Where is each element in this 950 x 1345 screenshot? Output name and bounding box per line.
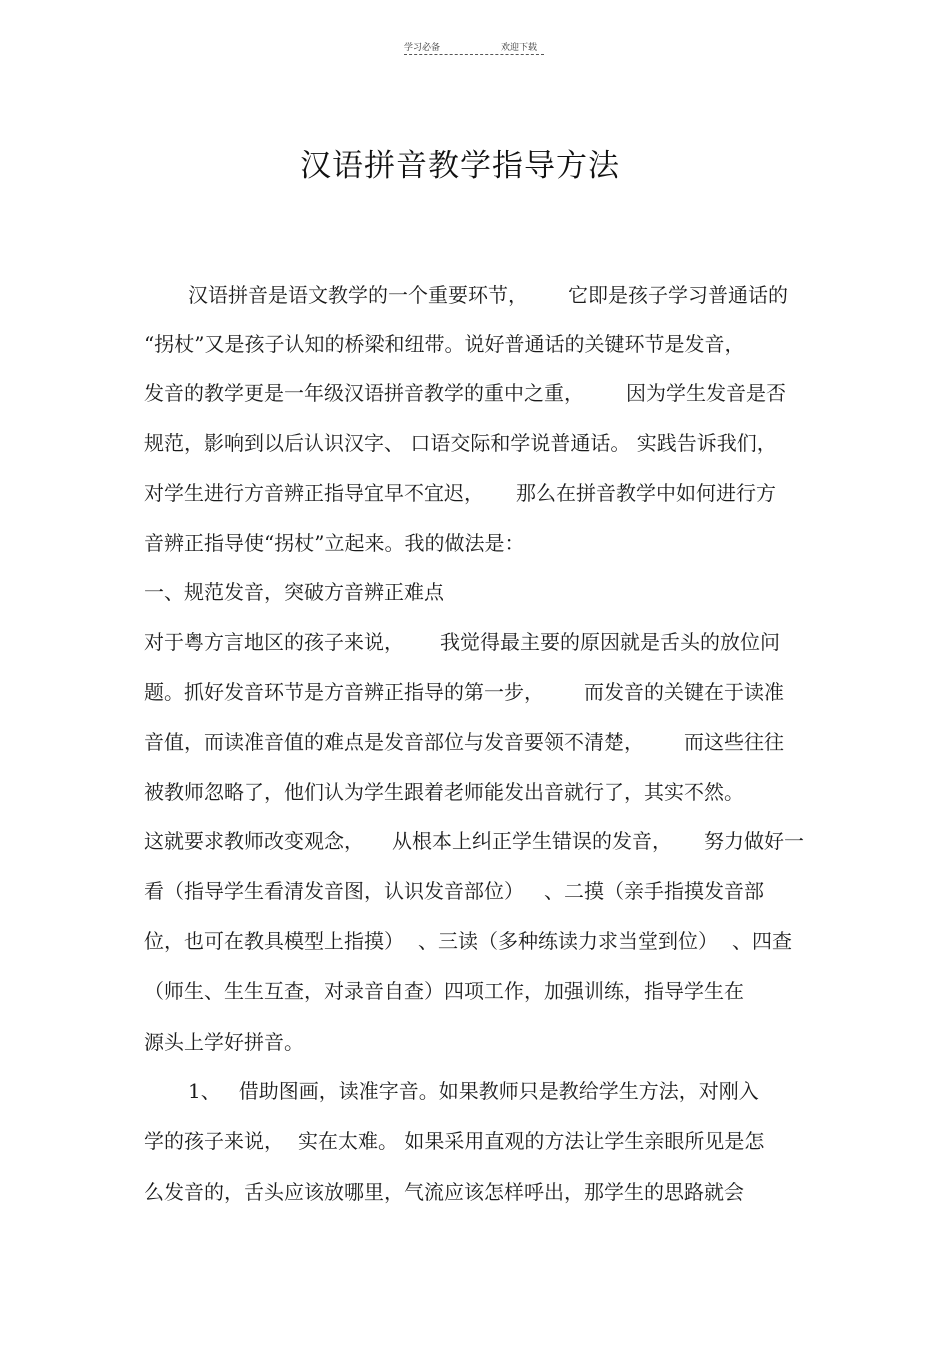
text-line: 音辨正指导使“拐杖”立起来。我的做法是： xyxy=(144,531,525,555)
text-line: 题。抓好发音环节是方音辨正指导的第一步， 而发音的关键在于读准 xyxy=(144,680,784,704)
text-line: 汉语拼音是语文教学的一个重要环节， 它即是孩子学习普通话的 xyxy=(188,283,788,307)
text-line: 这就要求教师改变观念， 从根本上纠正学生错误的发音， 努力做好一 xyxy=(144,829,804,853)
text-line: 音值，而读准音值的难点是发音部位与发音要领不清楚， 而这些往往 xyxy=(144,730,784,754)
text-line: 么发音的，舌头应该放哪里，气流应该怎样呼出，那学生的思路就会 xyxy=(144,1180,744,1204)
header-right-text: 欢迎下载 xyxy=(501,43,538,53)
text-line: 发音的教学更是一年级汉语拼音教学的重中之重， 因为学生发音是否 xyxy=(144,381,786,405)
text-line: （师生、生生互查，对录音自查）四项工作，加强训练，指导学生在 xyxy=(144,979,744,1003)
header-dashed-rule xyxy=(404,54,544,55)
page-header xyxy=(404,38,544,56)
text-line: 看（指导学生看清发音图，认识发音部位） 、二摸（亲手指摸发音部 xyxy=(144,879,764,903)
text-line: 源头上学好拼音。 xyxy=(144,1030,304,1054)
text-line: 1、 借助图画，读准字音。如果教师只是教给学生方法，对刚入 xyxy=(188,1079,759,1103)
text-line: 被教师忽略了，他们认为学生跟着老师能发出音就行了，其实不然。 xyxy=(144,780,744,804)
document-title: 汉语拼音教学指导方法 xyxy=(300,148,620,184)
text-line: 对学生进行方音辨正指导宜早不宜迟， 那么在拼音教学中如何进行方 xyxy=(144,481,776,505)
section-heading: 一、规范发音，突破方音辨正难点 xyxy=(144,580,444,604)
header-left-text: 学习必备 xyxy=(404,43,441,53)
text-line: 位，也可在教具模型上指摸） 、三读（多种练读力求当堂到位） 、四查 xyxy=(144,929,792,953)
text-line: 规范，影响到以后认识汉字、 口语交际和学说普通话。 实践告诉我们， xyxy=(144,431,777,455)
text-line: “拐杖”又是孩子认知的桥梁和纽带。说好普通话的关键环节是发音， xyxy=(144,332,745,356)
text-line: 学的孩子来说， 实在太难。 如果采用直观的方法让学生亲眼所见是怎 xyxy=(144,1129,765,1153)
text-line: 对于粤方言地区的孩子来说， 我觉得最主要的原因就是舌头的放位问 xyxy=(144,630,780,654)
